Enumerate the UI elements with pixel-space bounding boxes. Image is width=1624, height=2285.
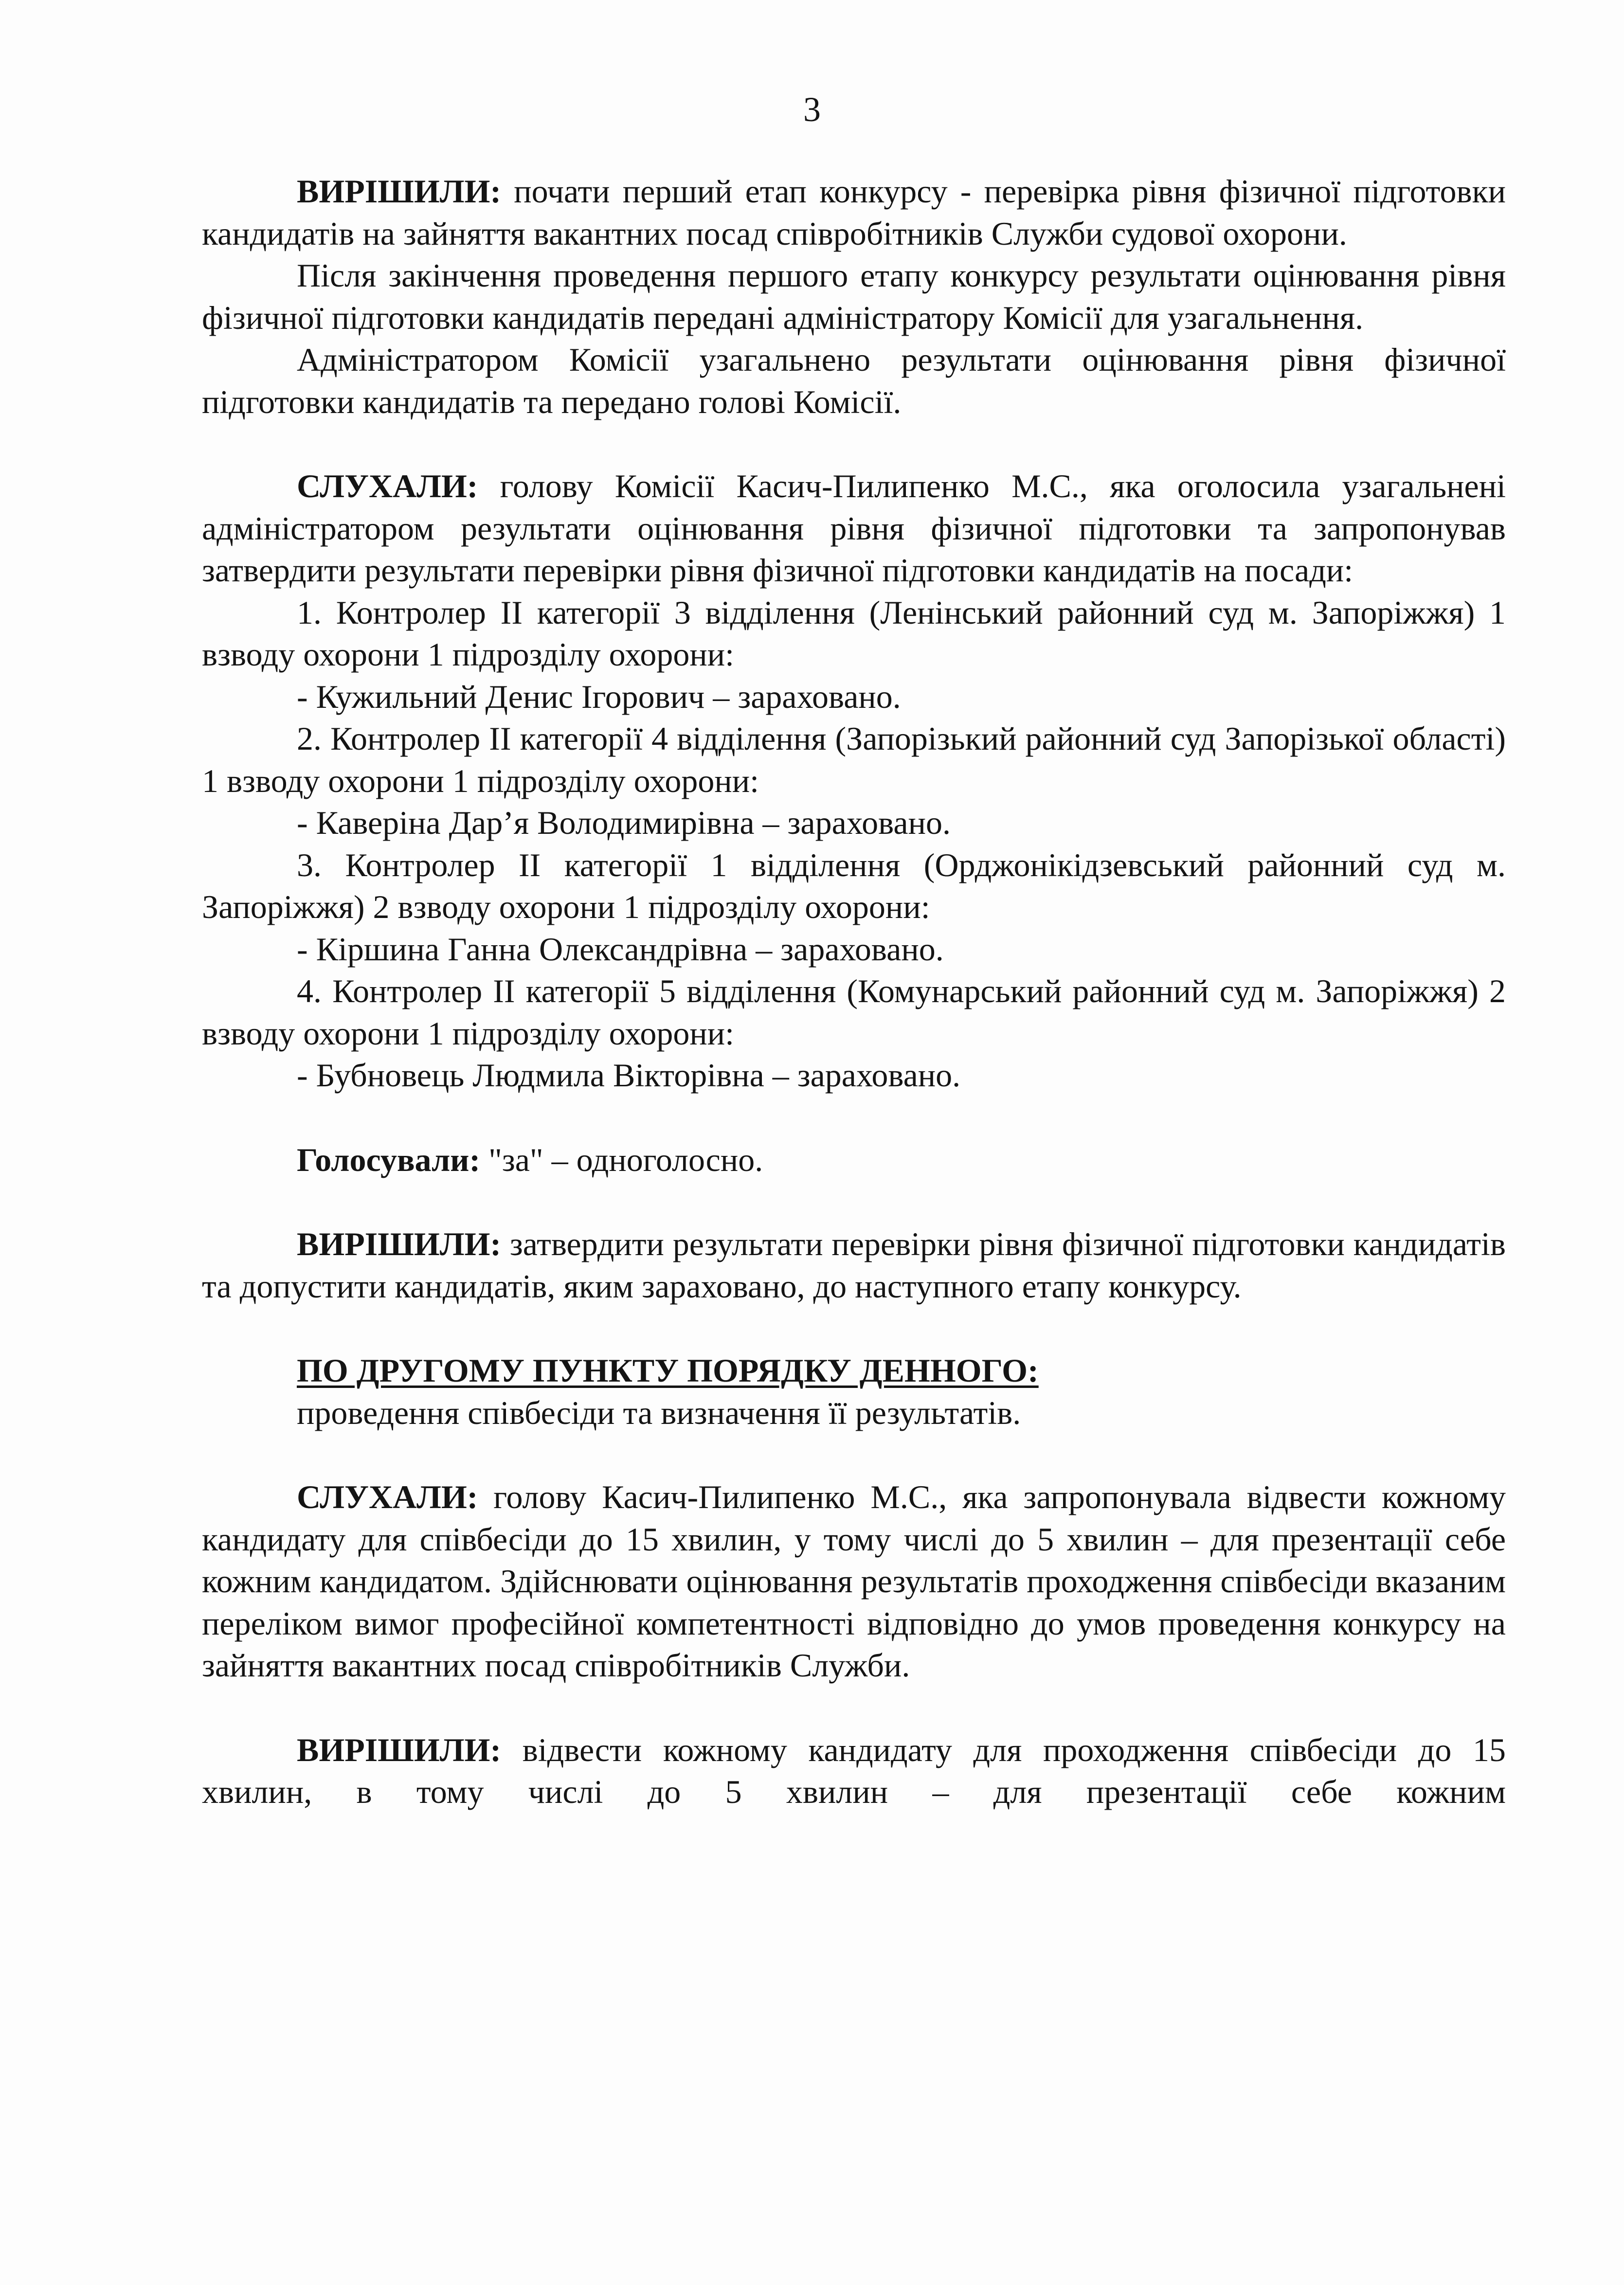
list-item: 1. Контролер II категорії 3 відділення (Ленінський районний суд м. Запоріжжя) 1 взводу охорони 1 підрозділу охорони: (202, 594, 1506, 673)
spacer (202, 1097, 1506, 1139)
keyword: СЛУХАЛИ: (297, 1478, 478, 1515)
heard-paragraph: СЛУХАЛИ: голову Комісії Касич-Пилипенко М.С., яка оголосила узагальнені адміністратором результати оцінювання рівня фізичної підготовки та запропонував затвердити результати перевірки рівня фізичної підготовки кандидатів на посади: (202, 468, 1506, 589)
decision-paragraph: ВИРІШИЛИ: відвести кожному кандидату для проходження співбесіди до 15 хвилин, в тому числі до 5 хвилин – для презентації себе кожним (202, 1731, 1506, 1810)
keyword: ВИРІШИЛИ: (297, 1225, 502, 1262)
candidate-line: - Кіршина Ганна Олександрівна – зараховано. (297, 930, 944, 968)
page-number: 3 (803, 90, 821, 129)
keyword: Голосували: (297, 1141, 481, 1178)
keyword: СЛУХАЛИ: (297, 468, 478, 504)
paragraph: Адміністратором Комісії узагальнено результати оцінювання рівня фізичної підготовки кандидатів та передано голові Комісії. (202, 341, 1506, 420)
paragraph: Після закінчення проведення першого етапу конкурсу результати оцінювання рівня фізичної підготовки кандидатів передані адміністратору Комісії для узагальнення. (202, 257, 1506, 336)
spacer (202, 1307, 1506, 1349)
vote-paragraph: Голосували: "за" – одноголосно. (297, 1141, 763, 1178)
section-heading: ПО ДРУГОМУ ПУНКТУ ПОРЯДКУ ДЕННОГО: (297, 1352, 1039, 1389)
decision-paragraph: ВИРІШИЛИ: затвердити результати перевірки рівня фізичної підготовки кандидатів та допустити кандидатів, яким зараховано, до наступного етапу конкурсу. (202, 1225, 1506, 1305)
spacer (202, 423, 1506, 465)
spacer (202, 1181, 1506, 1223)
heard-paragraph: СЛУХАЛИ: голову Касич-Пилипенко М.С., яка запропонувала відвести кожному кандидату для співбесіди до 15 хвилин, у тому числі до 5 хвилин – для презентації себе кожним кандидатом. Здійснювати оцінювання результатів проходження співбесіди вказаним переліком вимог професійної компетентності відповідно до умов проведення конкурсу на зайняття вакантних посад співробітників Служби. (202, 1478, 1506, 1684)
list-item: 3. Контролер II категорії 1 відділення (Орджонікідзевський районний суд м. Запоріжжя) 2 взводу охорони 1 підрозділу охорони: (202, 846, 1506, 925)
candidate-line: - Каверіна Дар’я Володимирівна – зараховано. (297, 804, 951, 841)
spacer (202, 1687, 1506, 1729)
list-item: 4. Контролер II категорії 5 відділення (Комунарський районний суд м. Запоріжжя) 2 взводу охорони 1 підрозділу охорони: (202, 972, 1506, 1052)
keyword: ВИРІШИЛИ: (297, 1731, 502, 1768)
decision-paragraph: ВИРІШИЛИ: почати перший етап конкурсу - перевірка рівня фізичної підготовки кандидатів на зайняття вакантних посад співробітників Служби судової охорони. (202, 173, 1506, 252)
document-body (202, 170, 1506, 1813)
list-item: 2. Контролер II категорії 4 відділення (Запорізький районний суд Запорізької області) 1 взводу охорони 1 підрозділу охорони: (202, 720, 1506, 799)
keyword: ВИРІШИЛИ: (297, 173, 502, 210)
section-subtitle: проведення співбесіди та визначення її результатів. (297, 1394, 1021, 1431)
candidate-line: - Бубновець Людмила Вікторівна – зараховано. (297, 1057, 961, 1094)
candidate-line: - Кужильний Денис Ігорович – зараховано. (297, 678, 901, 715)
spacer (202, 1434, 1506, 1476)
